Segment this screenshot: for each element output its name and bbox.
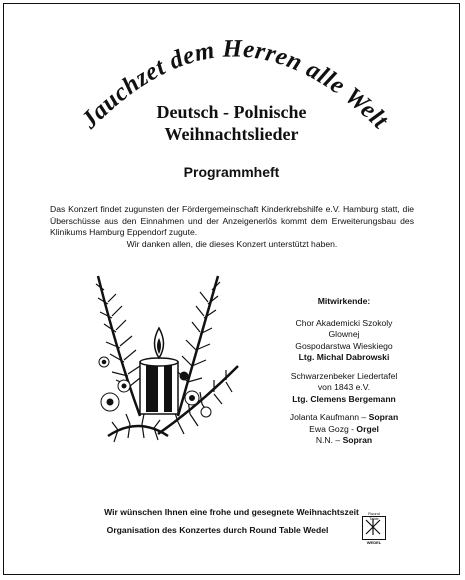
- intro-line: Das Konzert findet zugunsten der Fördergemeinschaft Kinderkrebshilfe e.V.: [50, 204, 341, 214]
- choir-2: [254, 371, 434, 406]
- logo-top-text: Round Table: [368, 511, 380, 521]
- soloist-role: Sopran: [368, 412, 399, 422]
- footer-greeting: Wir wünschen Ihnen eine frohe und gesegnete Weihnachtszeit: [104, 507, 359, 517]
- soloist-role: Orgel: [356, 423, 379, 434]
- participants-block: [254, 296, 434, 454]
- footer-organizer: Organisation des Konzertes durch Round Table Wedel: [106, 525, 329, 535]
- soloist-line: Jolanta Kaufmann – Sopran: [289, 412, 399, 422]
- round-table-logo: [362, 511, 386, 545]
- candle: [140, 362, 178, 414]
- soloist-line: Ewa Gozg - Orgel: [309, 423, 379, 434]
- candle-wreath-illustration: [88, 266, 248, 462]
- page-title: Jauchzet dem Herren alle Welt: [76, 35, 394, 135]
- choir-1-line: Chor Akademicki Szokoly: [295, 317, 393, 328]
- soloist-role: Sopran: [342, 435, 373, 445]
- intro-line: Wir danken allen, die dieses Konzert unterstützt haben.: [126, 238, 338, 249]
- subtitle-line-2: Weihnachtslieder: [164, 124, 299, 144]
- program-page: [3, 3, 460, 575]
- choir-2-line: von 1843 e.V.: [317, 382, 371, 392]
- choir-1-line: Gospodarstwa Wieskiego: [295, 340, 393, 351]
- soloists: [254, 412, 434, 447]
- program-heading: Programmheft: [183, 164, 280, 180]
- choir-1-line: Glownej: [328, 329, 360, 339]
- intro-paragraph: [50, 204, 414, 250]
- soloist-name: Ewa Gozg: [309, 423, 349, 434]
- choir-2-leader: Ltg. Clemens Bergemann: [292, 393, 396, 404]
- choir-1: [254, 318, 434, 364]
- choir-1-leader: Ltg. Michal Dabrowski: [298, 352, 390, 362]
- subtitle-line-1: Deutsch - Polnische: [156, 102, 307, 122]
- participants-heading: Mitwirkende:: [317, 296, 371, 306]
- intro-line: kommt dem Erweiterungsbau des Klinikums Hamburg Eppendorf zugute.: [50, 215, 414, 237]
- soloist-line: N.N. – Sopran: [315, 435, 373, 445]
- intro-line: Hamburg statt, die Überschüsse aus den Einnahmen und der Anzeigenerlös: [50, 204, 415, 226]
- choir-2-line: Schwarzenbeker Liedertafel: [290, 370, 398, 381]
- logo-bottom-text: WEDEL: [366, 540, 382, 545]
- soloist-name: N.N.: [315, 435, 333, 445]
- soloist-name: Jolanta Kaufmann: [289, 412, 360, 422]
